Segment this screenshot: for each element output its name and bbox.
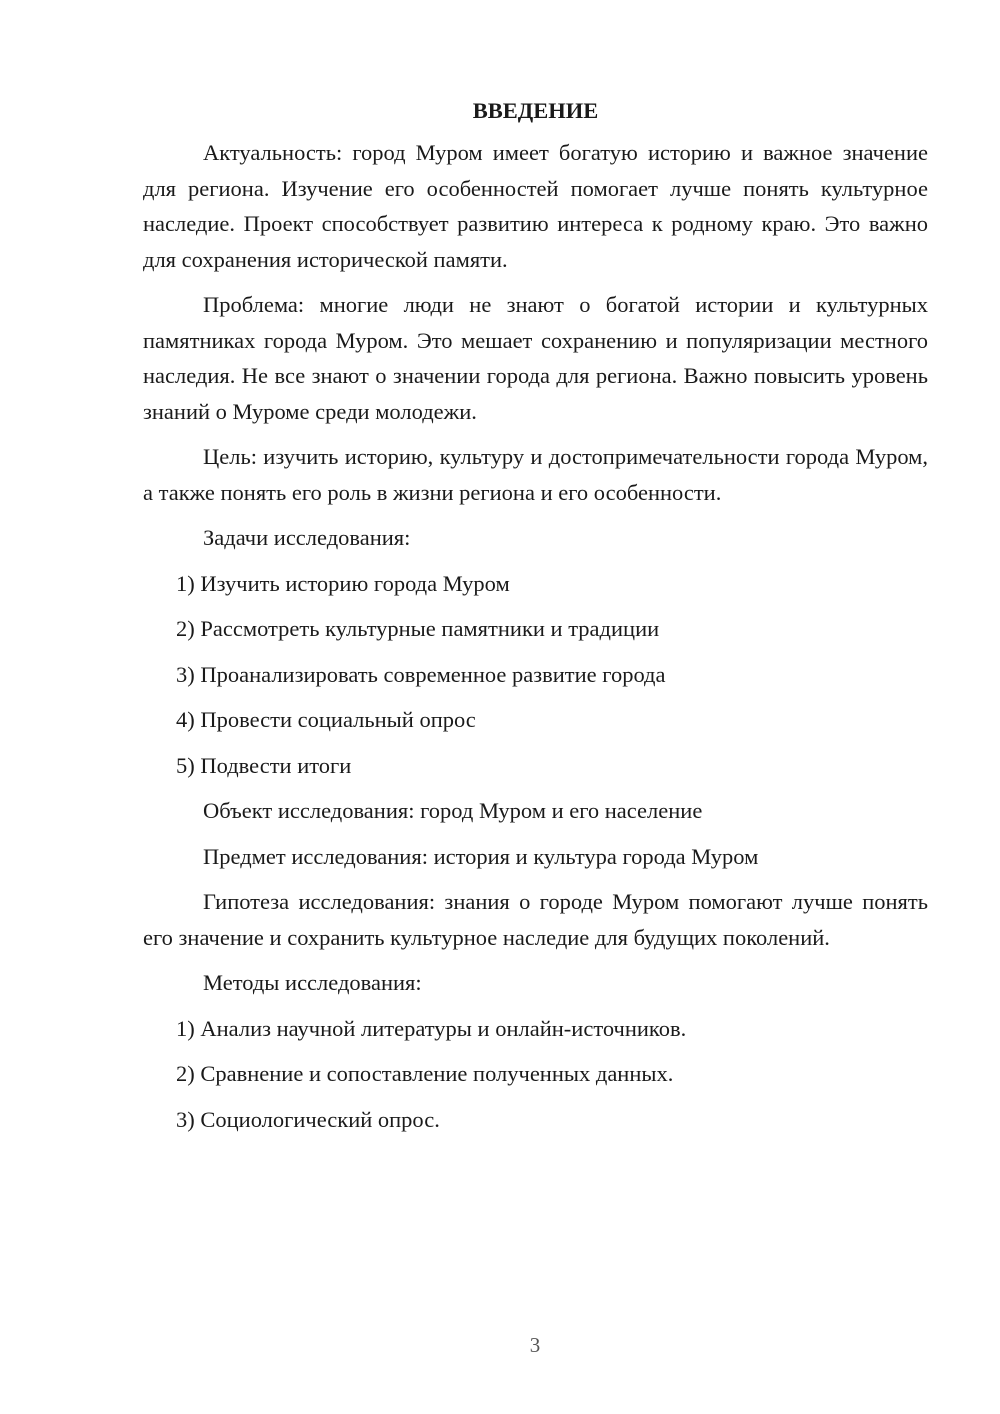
method-item-1: 1) Анализ научной литературы и онлайн-источников. <box>176 1015 687 1041</box>
goal-paragraph: Цель: изучить историю, культуру и достопримечательности города Муром, а также понять его роль в жизни региона и его особенности. <box>143 444 928 505</box>
page-content <box>143 96 928 1147</box>
method-item-3: 3) Социологический опрос. <box>176 1106 440 1132</box>
page-number: 3 <box>529 1333 541 1357</box>
task-item-5: 5) Подвести итоги <box>176 752 352 778</box>
task-item-1: 1) Изучить историю города Муром <box>176 570 510 596</box>
research-subject: Предмет исследования: история и культура города Муром <box>203 843 759 869</box>
method-item-2: 2) Сравнение и сопоставление полученных данных. <box>176 1061 674 1086</box>
page-title: ВВЕДЕНИЕ <box>472 98 599 123</box>
problem-paragraph: Проблема: многие люди не знают о богатой истории и культурных памятниках города Муром. Это мешает сохранению и популяризации местного наследия. Не все знают о значении города для региона. Важно повысить уровень знаний о Муроме среди молодежи. <box>143 292 928 424</box>
research-object: Объект исследования: город Муром и его население <box>203 798 703 823</box>
tasks-heading: Задачи исследования: <box>203 525 411 550</box>
task-item-2: 2) Рассмотреть культурные памятники и традиции <box>176 616 660 641</box>
task-item-4: 4) Провести социальный опрос <box>176 707 476 732</box>
methods-heading: Методы исследования: <box>203 970 422 995</box>
relevance-paragraph: Актуальность: город Муром имеет богатую историю и важное значение для региона. Изучение его особенностей помогает лучше понять культурное наследие. Проект способствует развитию интереса к родному краю. Это важно для сохранения исторической памяти. <box>143 140 928 272</box>
task-item-3: 3) Проанализировать современное развитие города <box>176 661 666 687</box>
hypothesis-paragraph: Гипотеза исследования: знания о городе Муром помогают лучше понять его значение и сохранить культурное наследие для будущих поколений. <box>143 889 928 950</box>
